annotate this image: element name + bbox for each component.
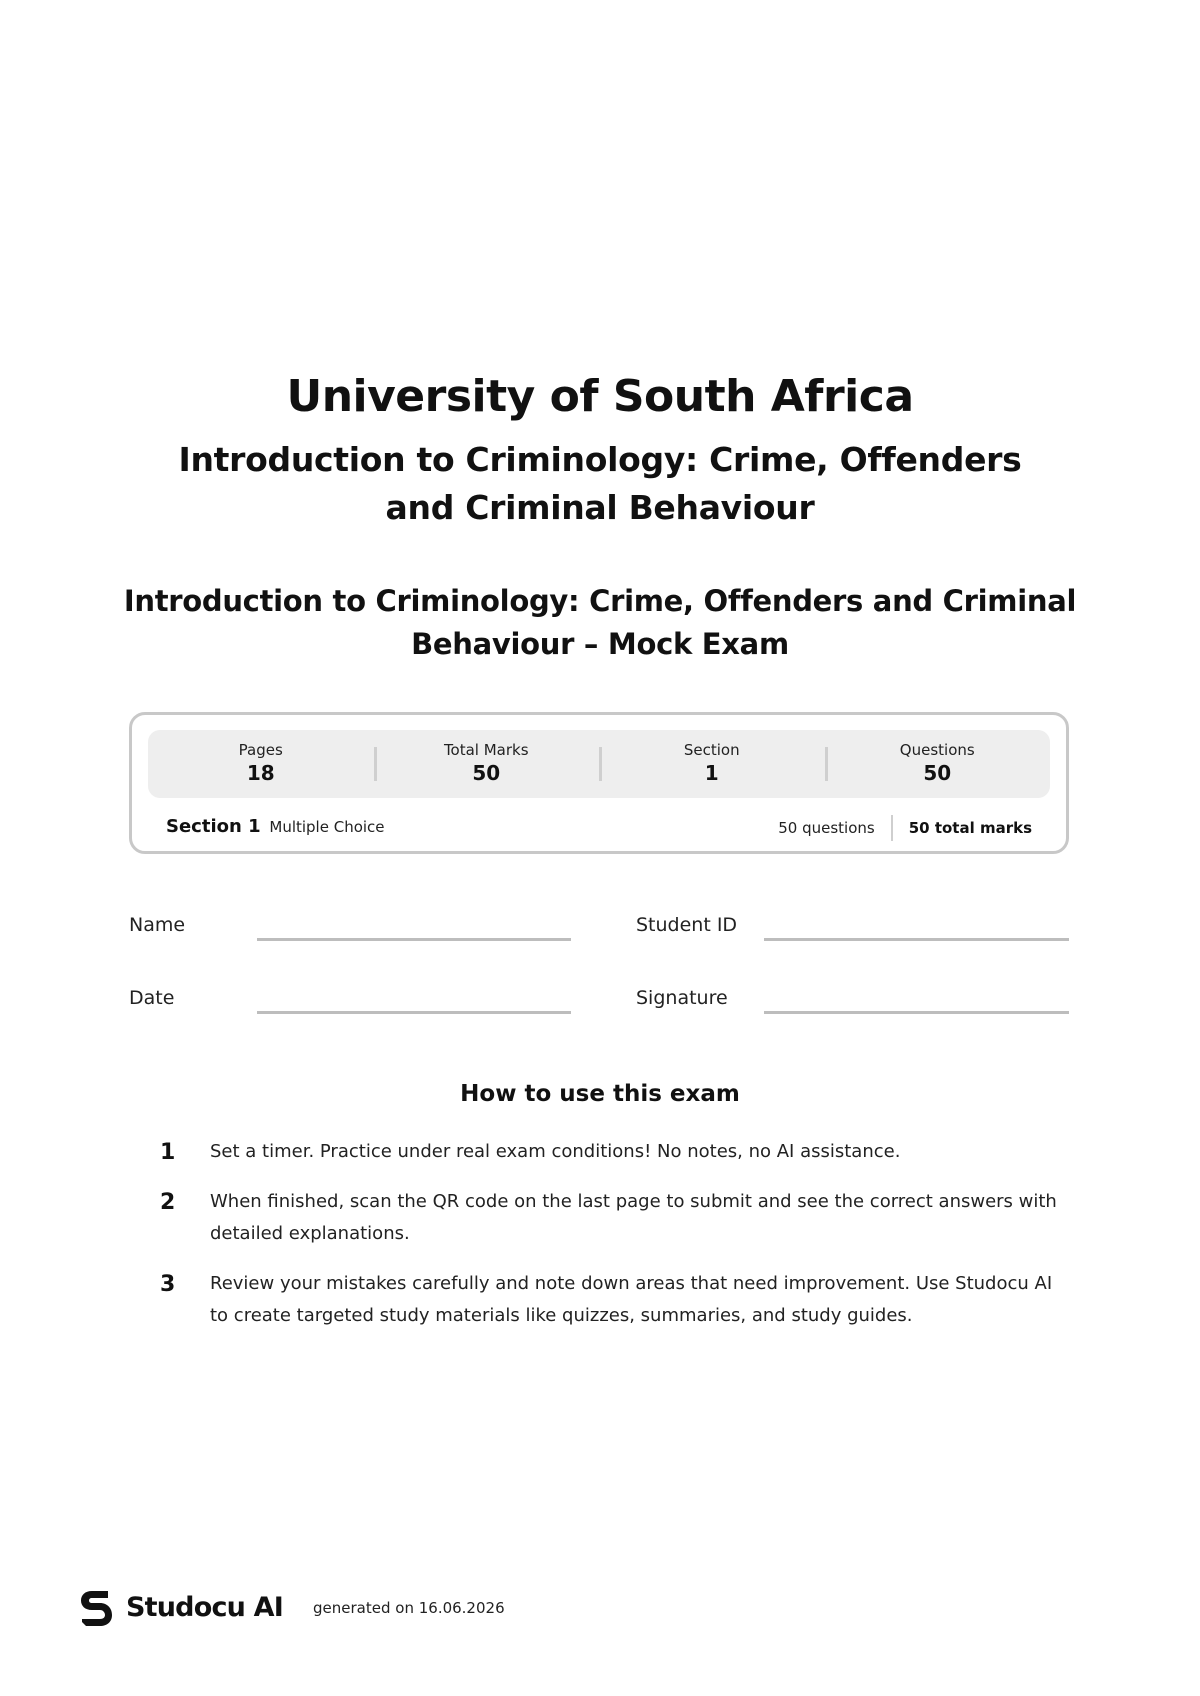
section-total-marks: 50 total marks xyxy=(908,819,1032,837)
stat-label: Section xyxy=(683,741,740,759)
section-totals xyxy=(778,815,1032,841)
step-number: 1 xyxy=(160,1140,176,1165)
student-id-field[interactable] xyxy=(636,906,1069,946)
footer xyxy=(78,1584,505,1632)
stat-label: Questions xyxy=(899,741,975,759)
stat-questions xyxy=(825,730,1051,798)
list-item xyxy=(160,1186,1060,1250)
name-label: Name xyxy=(129,914,186,936)
student-id-line[interactable] xyxy=(764,938,1069,941)
howto-steps xyxy=(160,1136,1060,1350)
step-text: When finished, scan the QR code on the last page to submit and see the correct answers with detailed explanations. xyxy=(210,1191,1057,1244)
step-text: Review your mistakes carefully and note down areas that need improvement. Use Studocu AI to create targeted study materials like quizzes, summaries, and study guides. xyxy=(210,1273,1053,1326)
stats-row xyxy=(148,730,1050,798)
section-question-count: 50 questions xyxy=(778,819,875,837)
signature-field[interactable] xyxy=(636,979,1069,1019)
stat-pages xyxy=(148,730,374,798)
list-item xyxy=(160,1268,1060,1332)
stat-value: 1 xyxy=(704,761,719,785)
stat-value: 18 xyxy=(246,761,275,785)
date-line[interactable] xyxy=(257,1011,571,1014)
stat-section xyxy=(599,730,825,798)
howto-title: How to use this exam xyxy=(460,1081,740,1107)
exam-info-box xyxy=(129,712,1069,854)
brand-name: Studocu AI xyxy=(126,1592,284,1623)
student-id-label: Student ID xyxy=(636,914,738,936)
name-field[interactable] xyxy=(129,906,571,946)
step-number: 2 xyxy=(160,1190,176,1215)
exam-title: Introduction to Criminology: Crime, Offenders and Criminal Behaviour – Mock Exam xyxy=(123,584,1077,661)
studocu-logo-icon xyxy=(78,1588,114,1628)
section-summary-row xyxy=(166,815,1032,839)
date-label: Date xyxy=(129,987,175,1009)
stat-value: 50 xyxy=(472,761,501,785)
name-line[interactable] xyxy=(257,938,571,941)
stat-total-marks xyxy=(374,730,600,798)
stat-value: 50 xyxy=(923,761,952,785)
step-number: 3 xyxy=(160,1272,176,1297)
stat-label: Pages xyxy=(238,741,283,759)
signature-line[interactable] xyxy=(764,1011,1069,1014)
section-type: Multiple Choice xyxy=(269,818,385,836)
date-field[interactable] xyxy=(129,979,571,1019)
signature-label: Signature xyxy=(636,987,728,1009)
generated-date: generated on 16.06.2026 xyxy=(313,1599,505,1617)
section-name: Section 1 xyxy=(166,816,261,837)
course-title: Introduction to Criminology: Crime, Offenders and Criminal Behaviour xyxy=(178,440,1022,527)
step-text: Set a timer. Practice under real exam conditions! No notes, no AI assistance. xyxy=(210,1141,901,1162)
university-title: University of South Africa xyxy=(286,371,914,422)
list-item xyxy=(160,1136,1060,1168)
stat-label: Total Marks xyxy=(443,741,529,759)
